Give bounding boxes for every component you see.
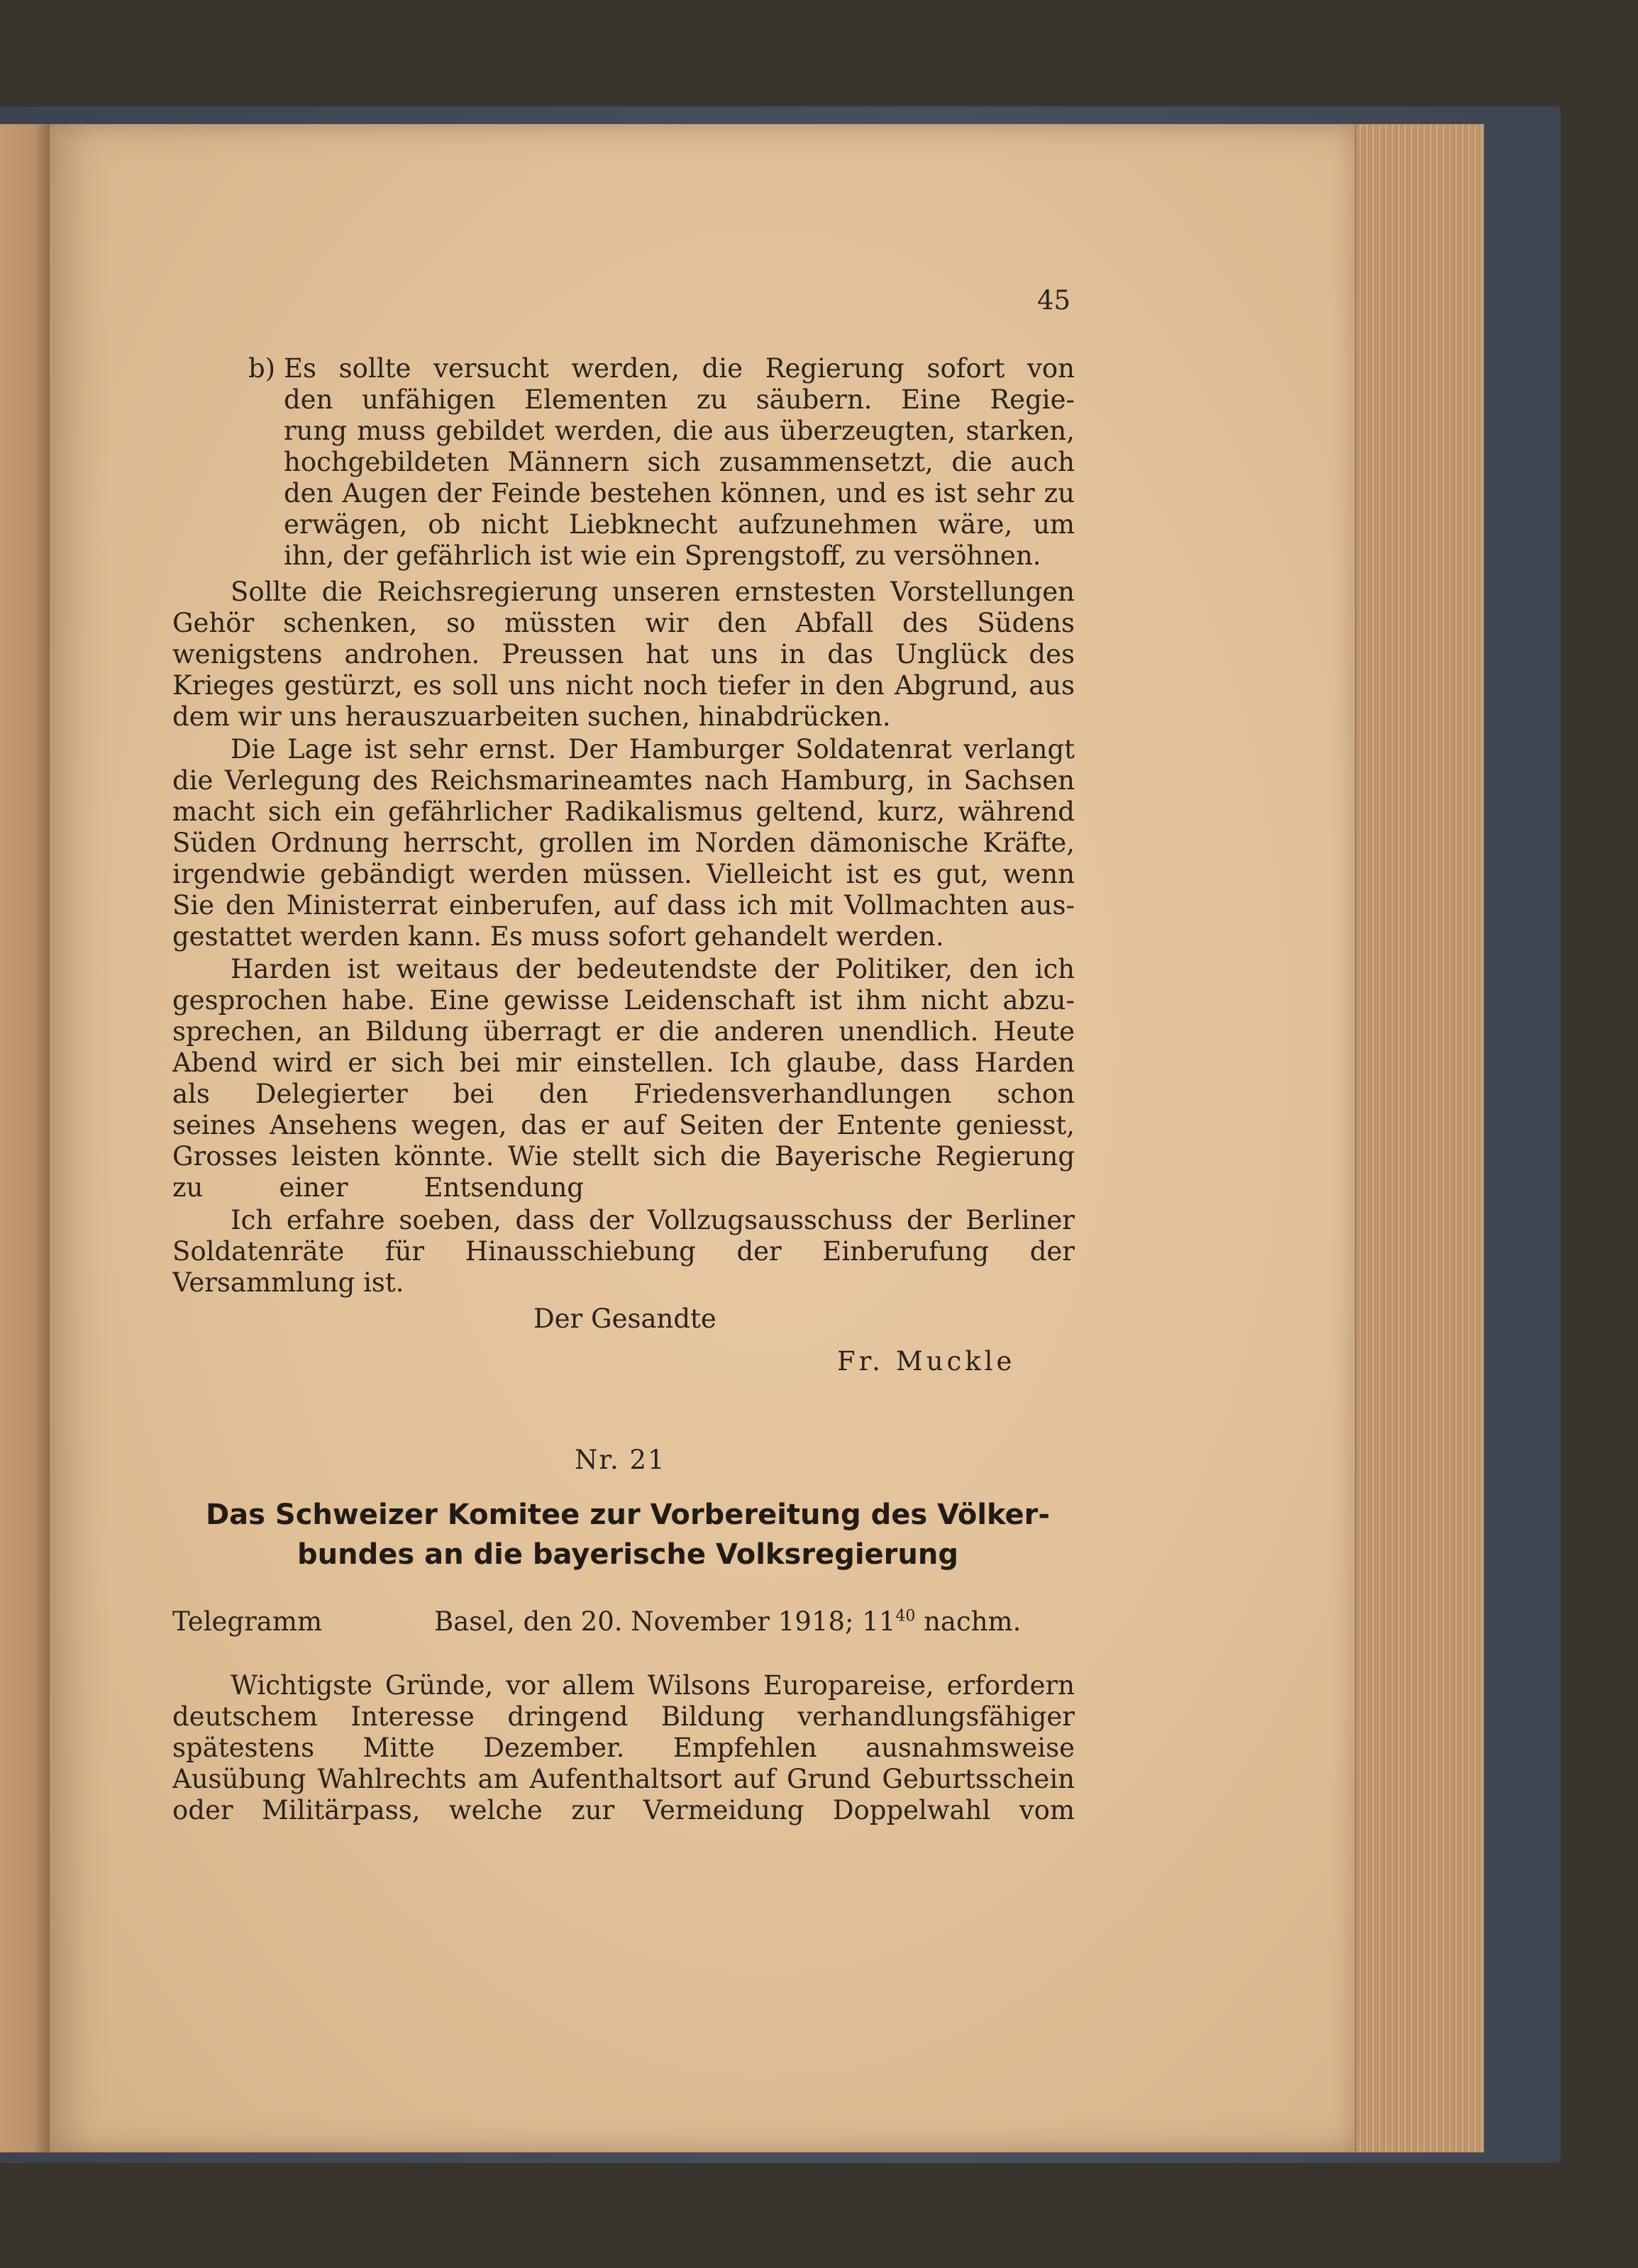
paragraph-line: gestattet werden kann. Es muss sofort gehandelt werden. [172, 921, 944, 952]
paragraph-line: zu einer Entsendung [172, 1172, 584, 1203]
paragraph-line: Harden ist weitaus der bedeutendste der Politiker, den ich [231, 954, 1075, 984]
telegram-time-minutes: 40 [895, 1607, 916, 1625]
document-number: Nr. 21 [575, 1445, 666, 1475]
page-number: 45 [1037, 285, 1071, 316]
telegram-body-line: Ausübung Wahlrechts am Aufenthaltsort auf Grund Geburtsschein [172, 1764, 1075, 1794]
previous-page-edge [0, 124, 50, 2152]
telegram-time-hour: 11 [862, 1606, 896, 1637]
paragraph-line: Gehör schenken, so müssten wir den Abfall des Südens [172, 608, 1075, 638]
telegram-body-line: Wichtigste Gründe, vor allem Wilsons Europareise, erfordern [231, 1670, 1075, 1701]
list-item-marker: b) [248, 353, 276, 384]
paragraph-line: irgendwie gebändigt werden müssen. Vielleicht ist es gut, wenn [172, 859, 1075, 889]
paragraph-line: gesprochen habe. Eine gewisse Leidenschaft ist ihm nicht abzu- [172, 985, 1075, 1016]
paragraph-line: sprechen, an Bildung überragt er die anderen unendlich. Heute [172, 1016, 1075, 1047]
paragraph-line: wenigstens androhen. Preussen hat uns in das Unglück des [172, 639, 1075, 669]
paragraph-line: Krieges gestürzt, es soll uns nicht noch tiefer in den Abgrund, aus [172, 670, 1075, 701]
telegram-date: Basel, den 20. November 1918; [434, 1606, 854, 1637]
telegram-place-date [434, 1606, 1021, 1637]
paragraph-line: Sollte die Reichsregierung unseren ernstesten Vorstellungen [231, 577, 1075, 607]
list-item-line: Es sollte versucht werden, die Regierung sofort von [284, 353, 1075, 384]
telegram-label: Telegramm [172, 1606, 323, 1637]
telegram-body-line: spätestens Mitte Dezember. Empfehlen ausnahmsweise [172, 1733, 1075, 1763]
telegram-body-line: deutschem Interesse dringend Bildung verhandlungsfähiger [172, 1701, 1075, 1732]
list-item-line: ihn, der gefährlich ist wie ein Sprengstoff, zu versöhnen. [284, 540, 1041, 571]
paragraph-line: Süden Ordnung herrscht, grollen im Norden dämonische Kräfte, [172, 828, 1075, 858]
paragraph-line: Soldatenräte für Hinausschiebung der Einberufung der [172, 1236, 1075, 1267]
telegram-time [862, 1606, 915, 1637]
page-stack-edges [1355, 124, 1484, 2152]
paragraph-line: macht sich ein gefährlicher Radikalismus geltend, kurz, während [172, 796, 1075, 827]
paragraph-line: Sie den Ministerrat einberufen, auf dass ich mit Vollmachten aus- [172, 890, 1075, 921]
paragraph-line: seines Ansehens wegen, das er auf Seiten der Entente geniesst, [172, 1110, 1075, 1140]
closing-title: Der Gesandte [533, 1303, 716, 1334]
paragraph-line: Ich erfahre soeben, dass der Vollzugsausschuss der Berliner [231, 1205, 1075, 1235]
paragraph-line: als Delegierter bei den Friedensverhandlungen schon [172, 1079, 1075, 1109]
paragraph-line: Abend wird er sich bei mir einstellen. Ich glaube, dass Harden [172, 1047, 1075, 1078]
telegram-time-suffix: nachm. [924, 1606, 1022, 1637]
document-heading-line-2: bundes an die bayerische Volksregierung [297, 1538, 958, 1571]
document-heading-line-1: Das Schweizer Komitee zur Vorbereitung des Völker- [205, 1499, 1051, 1531]
telegram-body-line: oder Militärpass, welche zur Vermeidung Doppelwahl vom [172, 1795, 1075, 1825]
list-item-line: hochgebildeten Männern sich zusammensetzt, die auch [284, 447, 1075, 477]
paragraph-line: die Verlegung des Reichsmarineamtes nach Hamburg, in Sachsen [172, 765, 1075, 796]
list-item-line: den unfähigen Elementen zu säubern. Eine Regie- [284, 384, 1075, 415]
paragraph-line: Grosses leisten könnte. Wie stellt sich die Bayerische Regierung [172, 1141, 1075, 1172]
list-item-line: den Augen der Feinde bestehen können, und es ist sehr zu [284, 478, 1075, 508]
list-item-line: erwägen, ob nicht Liebknecht aufzunehmen wäre, um [284, 509, 1075, 540]
list-item-line: rung muss gebildet werden, die aus überzeugten, starken, [284, 416, 1075, 446]
closing-signature: Fr. Muckle [837, 1346, 1016, 1377]
paragraph-line: Versammlung ist. [172, 1267, 404, 1298]
paragraph-line: Die Lage ist sehr ernst. Der Hamburger Soldatenrat verlangt [231, 734, 1075, 765]
paragraph-line: dem wir uns herauszuarbeiten suchen, hinabdrücken. [172, 701, 891, 732]
